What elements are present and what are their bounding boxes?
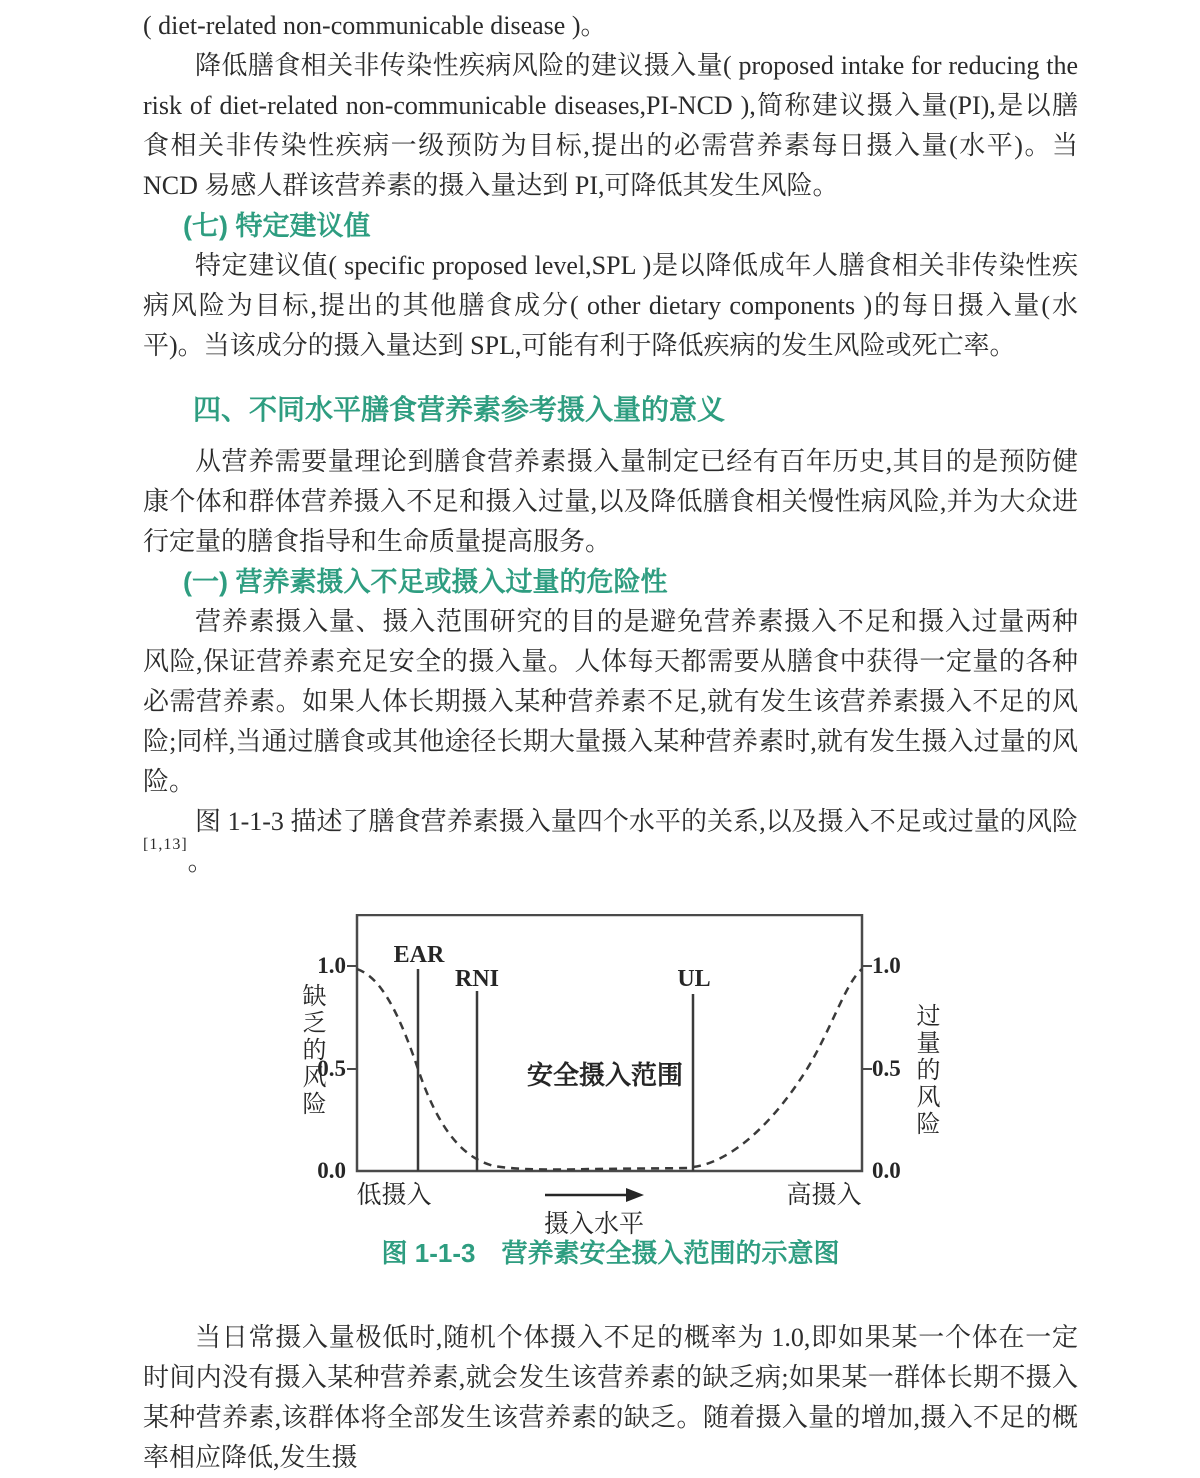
- paragraph-history: 从营养需要量理论到膳食营养素摄入量制定已经有百年历史,其目的是预防健康个体和群体营养摄入不足和摄入过量,以及降低膳食相关慢性病风险,并为大众进行定量的膳食指导和生命质量提高服务。: [143, 447, 1078, 556]
- left-tick-0.5: 0.5: [317, 1056, 346, 1081]
- left-tick-0.0: 0.0: [317, 1158, 346, 1183]
- high-intake-label: 高摄入: [786, 1182, 862, 1209]
- right-tick-0.5: 0.5: [872, 1056, 901, 1081]
- paragraph-spl: 特定建议值( specific proposed level,SPL )是以降低成年人膳食相关非传染性疾病风险为目标,提出的其他膳食成分( other dietary components )的每日摄入量(水平)。当该成分的摄入量达到 SPL,可能有利于降低疾病的发生风险或死亡率。: [143, 251, 1078, 360]
- paragraph-bottom: 当日常摄入量极低时,随机个体摄入不足的概率为 1.0,即如果某一个体在一定时间内没有摄入某种营养素,就会发生该营养素的缺乏病;如果某一群体长期不摄入某种营养素,该群体将全部发生该营养素的缺乏。随着摄入量的增加,摄入不足的概率相应降低,发生摄: [143, 1323, 1078, 1472]
- rni-label: RNI: [454, 966, 499, 992]
- right-tick-0.0: 0.0: [872, 1158, 901, 1183]
- ul-label: UL: [677, 966, 711, 992]
- right-axis-title: 过量的风险: [912, 1003, 938, 1138]
- section-heading-one: (一) 营养素摄入不足或摄入过量的危险性: [183, 567, 668, 597]
- paragraph-continuation: ( diet-related non-communicable disease )。: [143, 11, 607, 40]
- figure-1-1-3: [280, 914, 960, 1238]
- paragraph-risk: 营养素摄入量、摄入范围研究的目的是避免营养素摄入不足和摄入过量两种风险,保证营养素充足安全的摄入量。人体每天都需要从膳食中获得一定量的各种必需营养素。如果人体长期摄入某种营养素不足,就有发生该营养素摄入不足的风险;同样,当通过膳食或其他途径长期大量摄入某种营养素时,就有发生摄入过量的风险。: [143, 607, 1078, 796]
- low-intake-label: 低摄入: [356, 1182, 432, 1209]
- section-heading-seven: (七) 特定建议值: [183, 211, 371, 241]
- left-tick-1.0: 1.0: [317, 953, 346, 978]
- citation-reference: [1,13]: [143, 836, 188, 854]
- section-heading-four: 四、不同水平膳食营养素参考摄入量的意义: [193, 394, 726, 425]
- figure-intro-text: 图 1-1-3 描述了膳食营养素摄入量四个水平的关系,以及摄入不足或过量的风险: [195, 807, 1078, 836]
- left-axis-title: 缺乏的风险: [298, 983, 324, 1118]
- figure-caption: 图 1-1-3 营养素安全摄入范围的示意图: [381, 1238, 840, 1268]
- right-tick-1.0: 1.0: [872, 953, 901, 978]
- safe-intake-range-label: 安全摄入范围: [526, 1061, 683, 1090]
- intake-arrow-head: [626, 1188, 644, 1202]
- ear-label: EAR: [393, 942, 445, 968]
- excess-risk-curve: [693, 969, 862, 1167]
- x-axis-title: 摄入水平: [543, 1211, 644, 1238]
- paragraph-pi-ncd: 降低膳食相关非传染性疾病风险的建议摄入量( proposed intake for reducing the risk of diet-related non-communicable diseases,PI-NCD ),简称建议摄入量(PI),是以膳食相关非传染性疾病一级预防为目标,提出的必需营养素每日摄入量(水平)。当 NCD 易感人群该营养素的摄入量达到 PI,可降低其发生风险。: [143, 51, 1078, 200]
- figure-intro-end: 。: [187, 847, 214, 876]
- paragraph-figure-intro: [143, 802, 1078, 882]
